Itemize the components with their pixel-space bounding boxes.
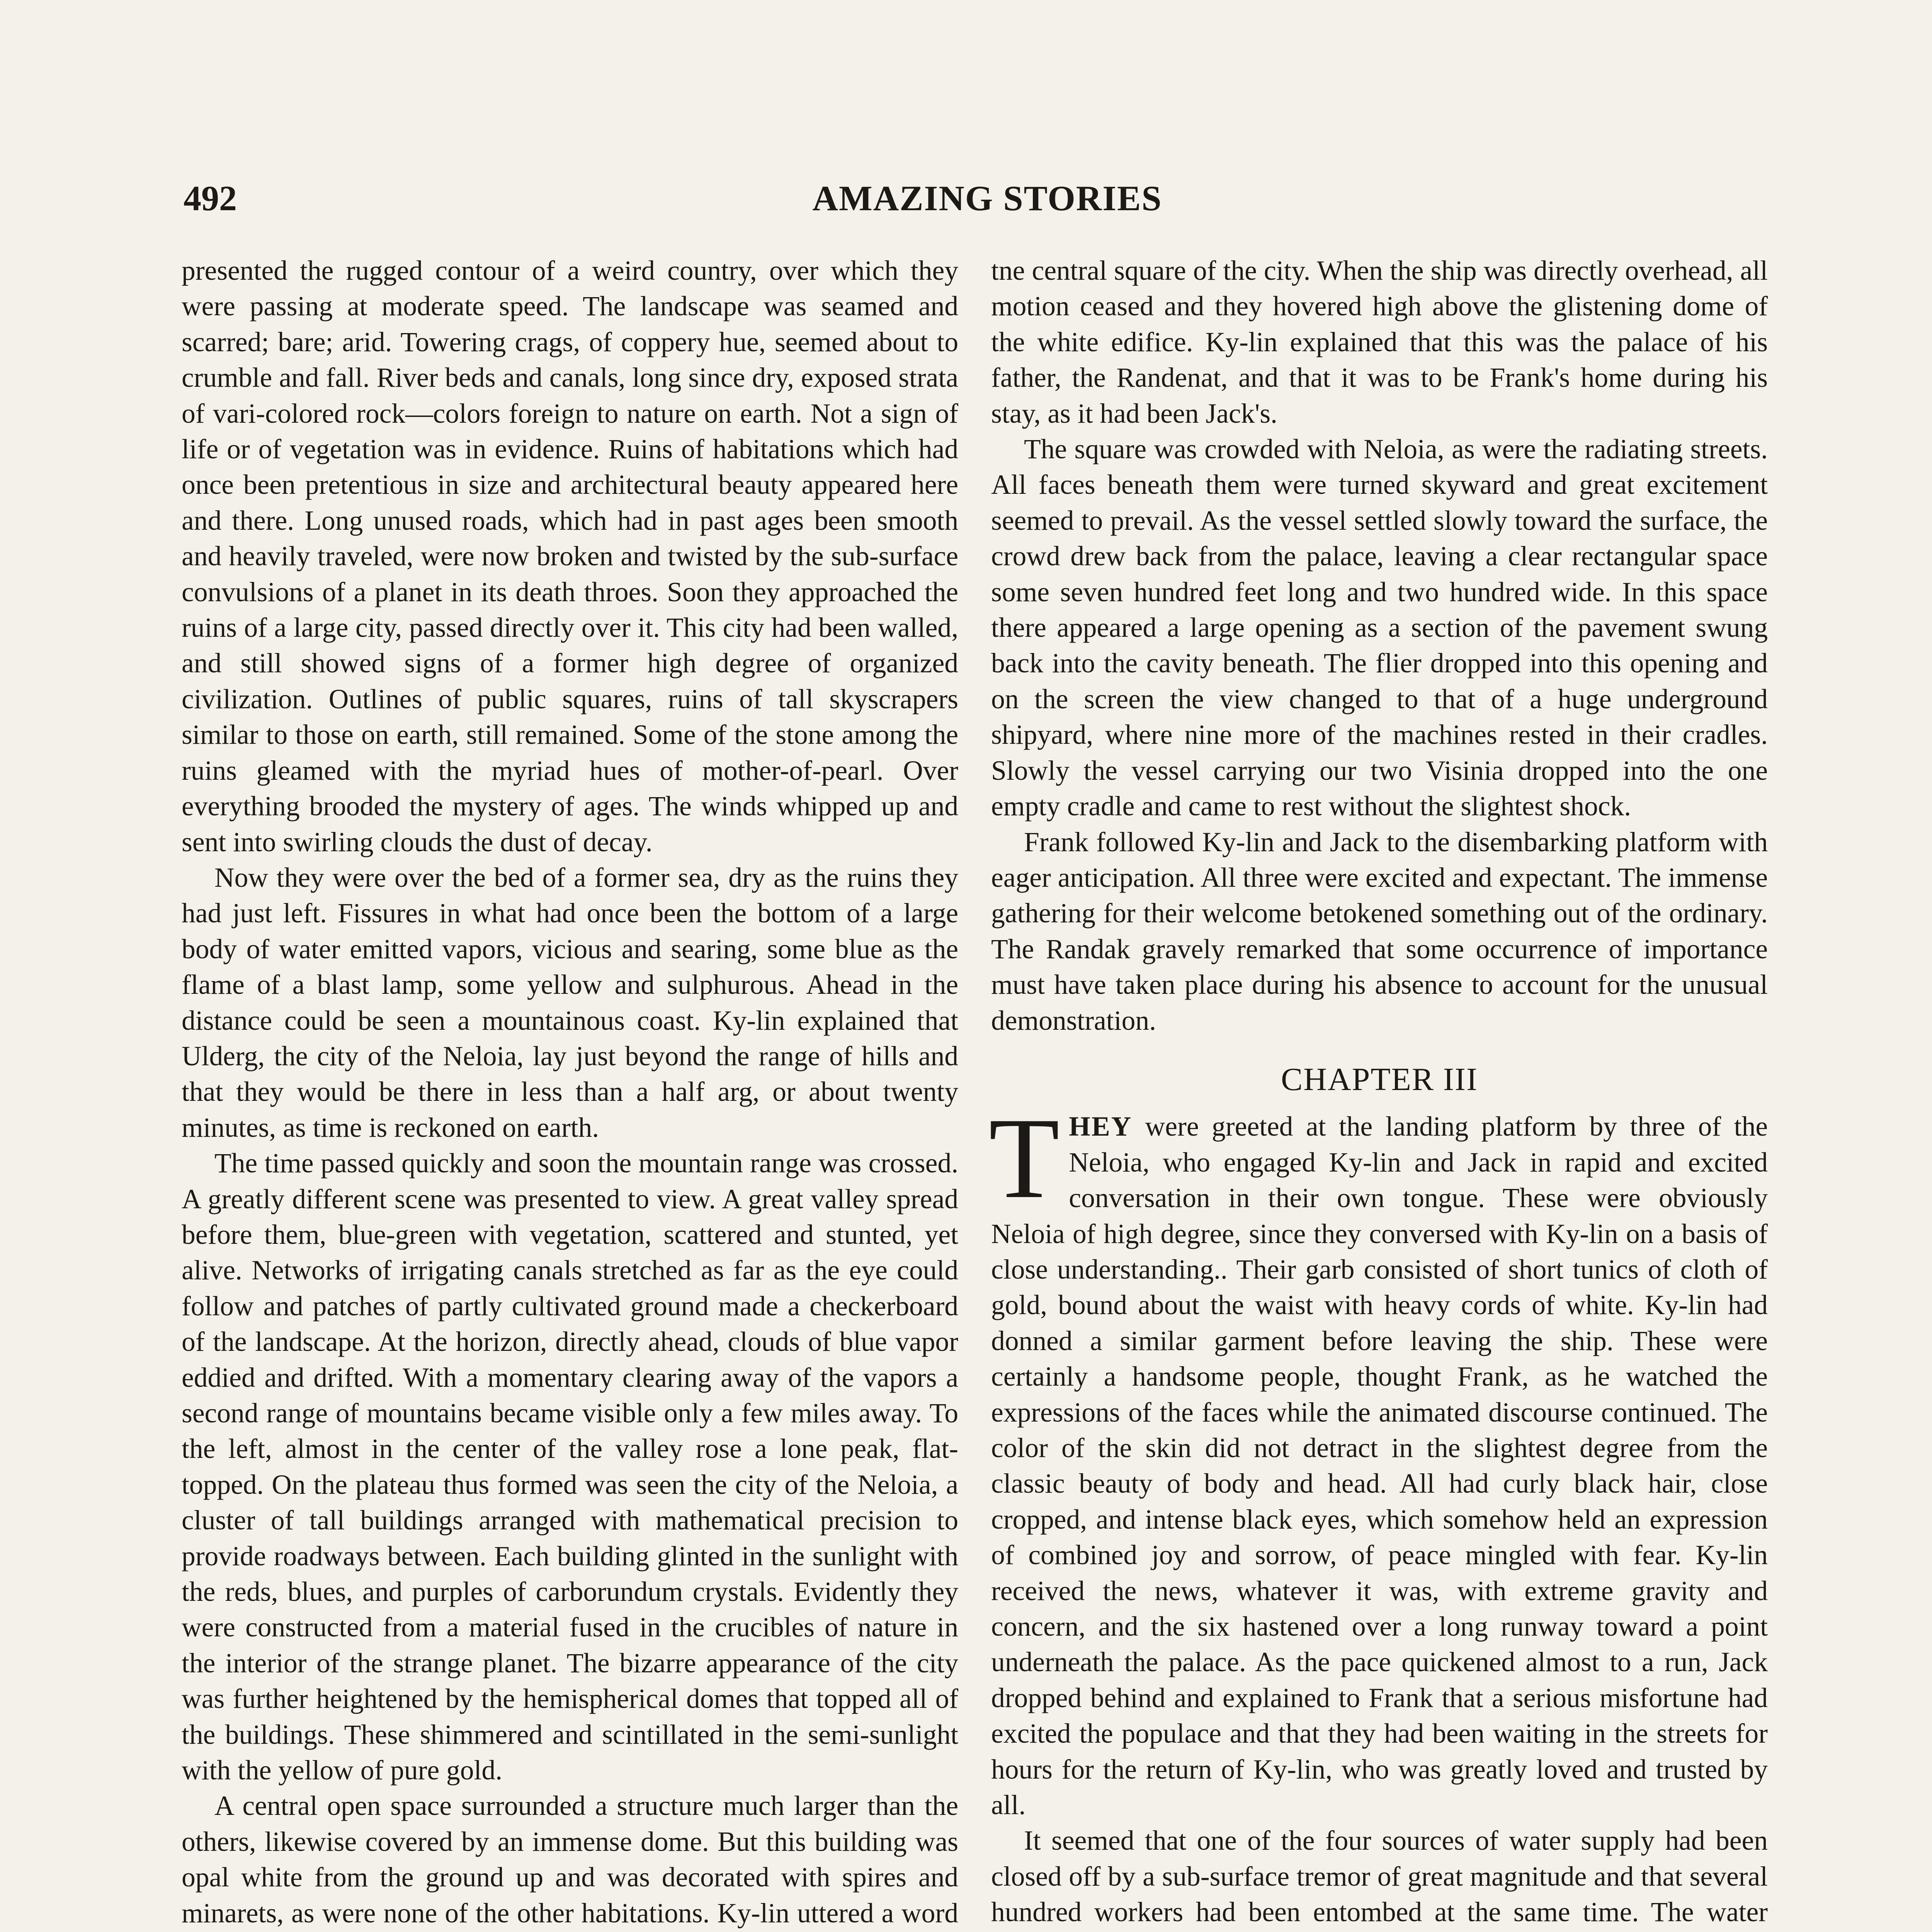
left-paragraph-4: A central open space surrounded a structure much larger than the others, likewise covered by an immense dome. But this building was opal white from the ground up and was decorated with spires and minarets, as were none of the other habitations. Ky-lin uttered a word <box>182 1791 958 1929</box>
page-number: 492 <box>184 179 237 218</box>
right-paragraph-5: It seemed that one of the four sources of water supply had been closed off by a sub-surface tremor of great magnitude and that several hundred workers had been entombed at the same time. The water <box>991 1825 1768 1928</box>
chapter-opening-paragraph <box>989 1094 1768 1823</box>
page-header <box>184 170 1791 228</box>
running-title: AMAZING STORIES <box>812 179 1162 218</box>
right-paragraph-3: Frank followed Ky-lin and Jack to the disembarking platform with eager anticipation. All three were excited and expectant. The immense gathering for their welcome betokened something out of the ordinary. The Randak gravely remarked that some occurrence of importance must have taken place during his absence to account for the unusual demonstration. <box>991 827 1768 1036</box>
chapter-heading: CHAPTER III <box>1281 1061 1478 1097</box>
right-paragraph-2: The square was crowded with Neloia, as were the radiating streets. All faces beneath them were turned skyward and great excitement seemed to prevail. As the vessel settled slowly toward the surface, the crowd drew back from the palace, leaving a clear rectangular space some seven hundred feet long and two hundred wide. In this space there appeared a large opening as a section of the pavement swung back into the cavity beneath. The flier dropped into this opening and on the screen the view changed to that of a huge underground shipyard, where nine more of the machines rested in their cradles. Slowly the vessel carrying our two Visinia dropped into the one empty cradle and came to rest without the slightest shock. <box>991 434 1768 822</box>
left-paragraph-3: The time passed quickly and soon the mountain range was crossed. A greatly different scene was presented to view. A great valley spread before them, blue-green with vegetation, scattered and stunted, yet alive. Networks of irrigating canals stretched as far as the eye could follow and patches of partly cultivated ground made a checkerboard of the landscape. At the horizon, directly ahead, clouds of blue vapor eddied and drifted. With a momentary clearing away of the vapors a second range of mountains became visible only a few miles away. To the left, almost in the center of the valley rose a lone peak, flat-topped. On the plateau thus formed was seen the city of the Neloia, a cluster of tall buildings arranged with mathematical precision to provide roadways between. Each building glinted in the sunlight with the reds, blues, and purples of carborundum crystals. Evidently they were constructed from a material fused in the crucibles of nature in the interior of the strange planet. The bizarre appearance of the city was further heightened by the hemispherical domes that topped all of the buildings. These shimmered and scintillated in the semi-sunlight with the yellow of pure gold. <box>182 1148 958 1786</box>
chapter-opening-text: were greeted at the landing platform by three of the Neloia, who engaged Ky-lin and Jack in rapid and excited conversation in their own tongue. These were obviously Neloia of high degree, since they conversed with Ky-lin on a basis of close understanding.. Their garb consisted of short tunics of cloth of gold, bound about the waist with heavy cords of white. Ky-lin had donned a similar garment before leaving the ship. These were certainly a handsome people, thought Frank, as he watched the expressions of the faces while the animated discourse continued. The color of the skin did not detract in the slightest degree from the classic beauty of body and head. All had curly black hair, close cropped, and intense black eyes, which somehow held an expression of combined joy and sorrow, of peace mingled with fear. Ky-lin received the news, whatever it was, with extreme gravity and concern, and the six hastened over a long runway toward a point underneath the palace. As the pace quickened almost to a run, Jack dropped behind and explained to Frank that a serious misfortune had excited the populace and that they had been waiting in the streets for hours for the return of Ky-lin, who was greatly loved and trusted by all. <box>991 1111 1768 1821</box>
lead-in-caps: HEY <box>1069 1111 1133 1142</box>
left-paragraph-1: presented the rugged contour of a weird country, over which they were passing at moderate speed. The landscape was seamed and scarred; bare; arid. Towering crags, of coppery hue, seemed about to crumble and fall. River beds and canals, long since dry, exposed strata of vari-colored rock—colors foreign to nature on earth. Not a sign of life or of vegetation was in evidence. Ruins of habitations which had once been pretentious in size and architectural beauty appeared here and there. Long unused roads, which had in past ages been smooth and heavily traveled, were now broken and twisted by the sub-surface convulsions of a planet in its death throes. Soon they approached the ruins of a large city, passed directly over it. This city had been walled, and still showed signs of a former high degree of organized civilization. Outlines of public squares, ruins of tall skyscrapers similar to those on earth, still remained. Some of the stone among the ruins gleamed with the myriad hues of mother-of-pearl. Over everything brooded the mystery of ages. The winds whipped up and sent into swirling clouds the dust of decay. <box>182 255 958 857</box>
left-column <box>182 253 958 1932</box>
right-column <box>991 253 1768 1932</box>
drop-cap: T <box>989 1094 1060 1223</box>
left-paragraph-2: Now they were over the bed of a former sea, dry as the ruins they had just left. Fissures in what had once been the bottom of a large body of water emitted vapors, vicious and searing, some blue as the flame of a blast lamp, some yellow and sulphurous. Ahead in the distance could be seen a mountainous coast. Ky-lin explained that Ulderg, the city of the Neloia, lay just beyond the range of hills and that they would be there in less than a half arg, or about twenty minutes, as time is reckoned on earth. <box>182 862 958 1143</box>
right-paragraph-1: tne central square of the city. When the ship was directly overhead, all motion ceased and they hovered high above the glistening dome of the white edifice. Ky-lin explained that this was the palace of his father, the Randenat, and that it was to be Frank's home during his stay, as it had been Jack's. <box>991 255 1768 429</box>
